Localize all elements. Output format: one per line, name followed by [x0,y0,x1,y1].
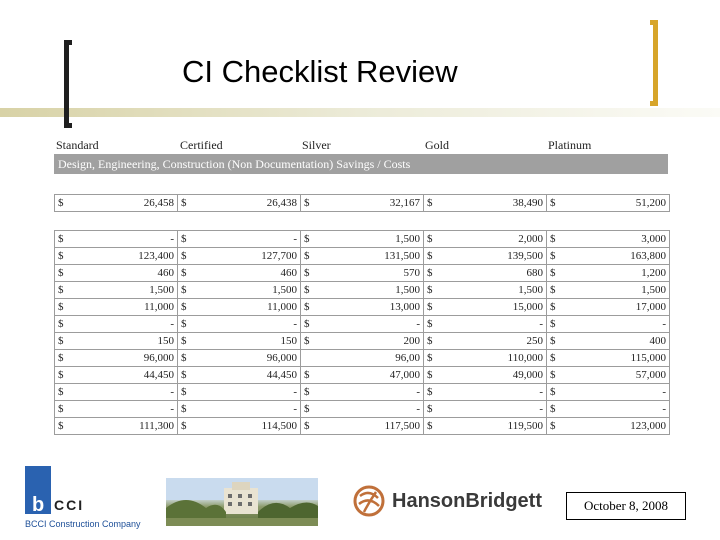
currency-cell: $ [547,195,563,212]
table-row [55,316,670,333]
amount-cell: 250 [440,333,547,350]
currency-cell: $ [547,384,563,401]
currency-cell: $ [424,248,440,265]
currency-cell: $ [424,401,440,418]
currency-cell: $ [55,367,71,384]
bcci-logo-text: CCI [54,497,85,513]
table-row [55,282,670,299]
currency-cell: $ [301,265,317,282]
page-title: CI Checklist Review [182,54,458,89]
bcci-company-name: BCCI Construction Company [25,519,141,529]
currency-cell: $ [547,282,563,299]
date-label: October 8, 2008 [566,492,686,520]
currency-cell: $ [55,333,71,350]
amount-cell: 123,400 [71,248,178,265]
amount-cell: - [563,401,670,418]
amount-cell: 32,167 [317,195,424,212]
amount-cell: 570 [317,265,424,282]
currency-cell: $ [301,299,317,316]
amount-cell: 96,000 [194,350,301,367]
amount-cell: 1,500 [440,282,547,299]
currency-cell: $ [547,231,563,248]
amount-cell: 2,000 [440,231,547,248]
left-bracket-decoration [64,40,72,128]
currency-cell: $ [301,367,317,384]
currency-cell: $ [301,333,317,350]
amount-cell: 117,500 [317,418,424,435]
amount-cell: - [563,384,670,401]
amount-cell: 49,000 [440,367,547,384]
amount-cell: 1,500 [317,231,424,248]
currency-cell: $ [424,418,440,435]
table-row [55,401,670,418]
amount-cell: 11,000 [71,299,178,316]
currency-cell: $ [178,265,194,282]
amount-cell: 47,000 [317,367,424,384]
amount-cell: 163,800 [563,248,670,265]
currency-cell: $ [55,248,71,265]
amount-cell: 26,458 [71,195,178,212]
amount-cell: 123,000 [563,418,670,435]
amount-cell: 1,500 [563,282,670,299]
currency-cell: $ [547,333,563,350]
amount-cell: 26,438 [194,195,301,212]
amount-cell: 150 [71,333,178,350]
amount-cell: 1,500 [317,282,424,299]
detail-table [54,230,670,435]
currency-cell: $ [301,384,317,401]
amount-cell: 11,000 [194,299,301,316]
currency-cell: $ [178,299,194,316]
amount-cell: 3,000 [563,231,670,248]
table-row [55,248,670,265]
amount-cell: - [71,401,178,418]
table-row [55,367,670,384]
amount-cell: 111,300 [71,418,178,435]
currency-cell: $ [55,195,71,212]
building-photo [166,478,318,526]
amount-cell: 1,500 [71,282,178,299]
currency-cell: $ [55,384,71,401]
currency-cell: $ [424,350,440,367]
amount-cell: - [440,401,547,418]
currency-cell: $ [301,401,317,418]
amount-cell: 127,700 [194,248,301,265]
hanson-bridgett-logo-text: HansonBridgett [392,490,542,512]
amount-cell: - [440,316,547,333]
column-header-platinum: Platinum [548,138,592,152]
amount-cell: 51,200 [563,195,670,212]
currency-cell: $ [55,350,71,367]
currency-cell: $ [301,195,317,212]
currency-cell: $ [178,333,194,350]
currency-cell: $ [301,248,317,265]
currency-cell: $ [424,333,440,350]
currency-cell: $ [301,282,317,299]
amount-cell: - [71,316,178,333]
currency-cell: $ [178,231,194,248]
amount-cell: 17,000 [563,299,670,316]
currency-cell: $ [424,384,440,401]
amount-cell: 38,490 [440,195,547,212]
amount-cell: 44,450 [71,367,178,384]
currency-cell: $ [178,367,194,384]
amount-cell: - [71,384,178,401]
amount-cell: 110,000 [440,350,547,367]
currency-cell: $ [547,248,563,265]
amount-cell: 400 [563,333,670,350]
currency-cell: $ [424,299,440,316]
currency-cell: $ [424,195,440,212]
currency-cell: $ [55,418,71,435]
currency-cell: $ [55,231,71,248]
column-header-gold: Gold [425,138,449,152]
currency-cell: $ [178,401,194,418]
currency-cell: $ [178,350,194,367]
table-row [55,418,670,435]
currency-cell: $ [301,418,317,435]
amount-cell: 200 [317,333,424,350]
currency-cell: $ [178,316,194,333]
amount-cell: - [317,384,424,401]
currency-cell: $ [424,367,440,384]
amount-cell: 114,500 [194,418,301,435]
table-row [55,231,670,248]
currency-cell: $ [178,282,194,299]
currency-cell: $ [424,282,440,299]
currency-cell: $ [55,316,71,333]
amount-cell: - [194,401,301,418]
amount-cell: - [317,316,424,333]
hanson-bridgett-globe-icon [352,484,386,518]
amount-cell: - [71,231,178,248]
summary-table [54,194,670,212]
right-bracket-decoration [650,20,658,106]
amount-cell: - [194,231,301,248]
amount-cell: 460 [194,265,301,282]
currency-cell: $ [424,231,440,248]
table-row [55,384,670,401]
currency-cell: $ [547,265,563,282]
amount-cell: 460 [71,265,178,282]
currency-cell: $ [547,418,563,435]
title-underline-band [0,108,720,117]
amount-cell: 139,500 [440,248,547,265]
table-row [55,333,670,350]
table-row [55,299,670,316]
amount-cell: 115,000 [563,350,670,367]
amount-cell: 13,000 [317,299,424,316]
currency-cell: $ [301,316,317,333]
currency-cell: $ [178,248,194,265]
amount-cell: 1,200 [563,265,670,282]
amount-cell: 44,450 [194,367,301,384]
currency-cell: $ [178,384,194,401]
amount-cell: 15,000 [440,299,547,316]
bcci-logo-b: b [32,494,45,516]
amount-cell: 96,00 [301,350,424,367]
currency-cell: $ [547,316,563,333]
amount-cell: 680 [440,265,547,282]
section-header-bar: Design, Engineering, Construction (Non Documentation) Savings / Costs [54,154,668,174]
currency-cell: $ [547,367,563,384]
currency-cell: $ [424,265,440,282]
table-row [55,265,670,282]
amount-cell: - [194,384,301,401]
currency-cell: $ [55,401,71,418]
currency-cell: $ [301,231,317,248]
table-row [55,350,670,367]
currency-cell: $ [55,282,71,299]
currency-cell: $ [547,401,563,418]
currency-cell: $ [547,299,563,316]
amount-cell: - [317,401,424,418]
amount-cell: 131,500 [317,248,424,265]
column-header-certified: Certified [180,138,223,152]
currency-cell: $ [178,418,194,435]
column-header-silver: Silver [302,138,331,152]
currency-cell: $ [55,265,71,282]
currency-cell: $ [547,350,563,367]
table-row [55,195,670,212]
amount-cell: 150 [194,333,301,350]
currency-cell: $ [424,316,440,333]
amount-cell: - [563,316,670,333]
amount-cell: 57,000 [563,367,670,384]
amount-cell: - [194,316,301,333]
amount-cell: 119,500 [440,418,547,435]
column-header-standard: Standard [56,138,99,152]
amount-cell: 1,500 [194,282,301,299]
currency-cell: $ [55,299,71,316]
amount-cell: - [440,384,547,401]
currency-cell: $ [178,195,194,212]
amount-cell: 96,000 [71,350,178,367]
